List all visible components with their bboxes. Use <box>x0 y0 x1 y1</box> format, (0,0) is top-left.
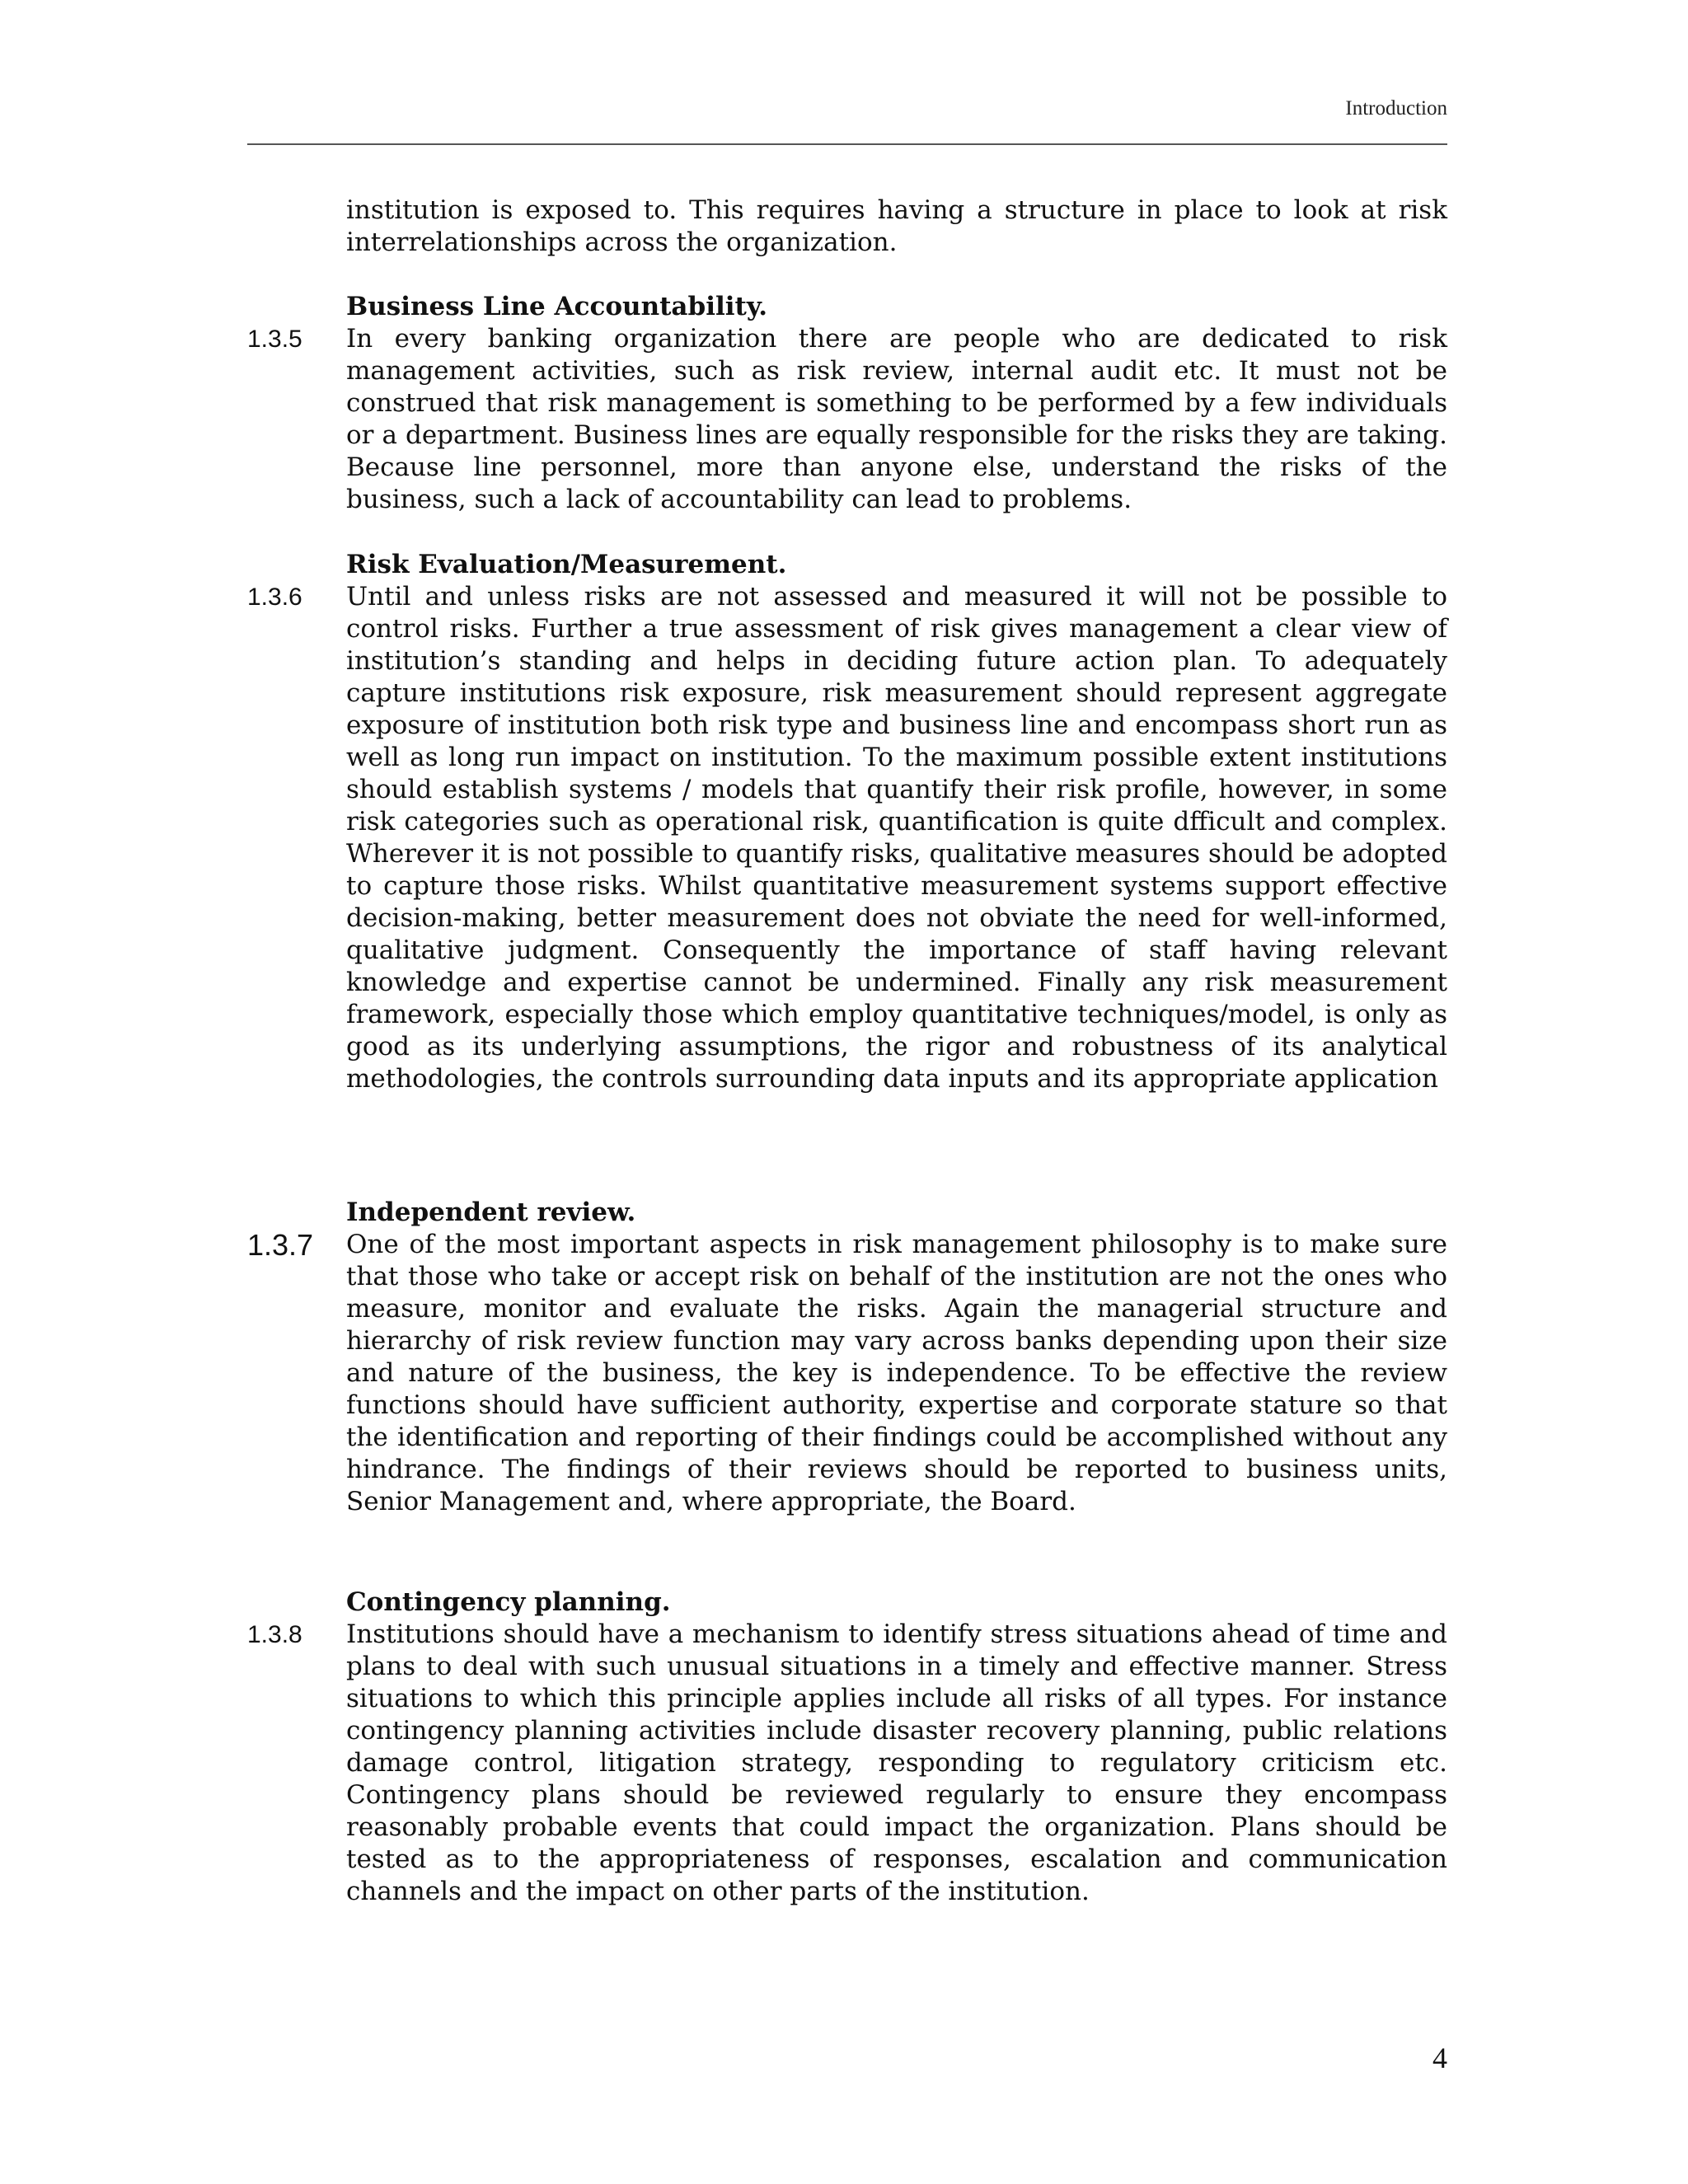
page-number: 4 <box>1432 2041 1447 2074</box>
section-number: 1.3.8 <box>247 1621 302 1648</box>
continuation-paragraph: institution is exposed to. This requires having a structure in place to look at risk interrelationships across the organization. <box>346 195 1447 257</box>
section-heading: Business Line Accountability. <box>346 292 768 321</box>
section-1-3-6 <box>247 549 1447 1095</box>
section-1-3-5 <box>247 291 1447 516</box>
section-paragraph: In every banking organization there are people who are dedicated to risk management activities, such as risk review, internal audit etc. It must not be construed that risk management is something to be performed by a few individuals or a department. Business lines are equally responsible for the risks they are taking. Because line personnel, more than anyone else, understand the risks of the business, such a lack of accountability can lead to problems. <box>346 324 1447 514</box>
section-number: 1.3.5 <box>247 326 302 353</box>
section-heading: Independent review. <box>346 1197 636 1227</box>
header-rule <box>247 143 1447 145</box>
running-header: Introduction <box>1345 97 1447 120</box>
section-paragraph: One of the most important aspects in risk management philosophy is to make sure that those who take or accept risk on behalf of the institution are not the ones who measure, monitor and evaluate the risks. Again the managerial structure and hierarchy of risk review function may vary across banks depending upon their size and nature of the business, the key is independence. To be effective the review functions should have sufficient authority, expertise and corporate stature so that the identification and reporting of their findings could be accomplished without any hindrance. The findings of their reviews should be reported to business units, Senior Management and, where appropriate, the Board. <box>346 1230 1447 1516</box>
section-heading: Risk Evaluation/Measurement. <box>346 550 787 579</box>
section-heading: Contingency planning. <box>346 1587 671 1617</box>
section-paragraph: Until and unless risks are not assessed and measured it will not be possible to control risks. Further a true assessment of risk gives management a clear view of institution’s standing and helps in deciding future action plan. To adequately capture institutions risk exposure, risk measurement should represent aggregate exposure of institution both risk type and business line and encompass short run as well as long run impact on institution. To the maximum possible extent institutions should establish systems / models that quantify their risk profile, however, in some risk categories such as operational risk, quantification is quite dfficult and complex. Wherever it is not possible to quantify risks, qualitative measures should be adopted to capture those risks. Whilst quantitative measurement systems support effective decision-making, better measurement does not obviate the need for well-informed, qualitative judgment. Consequently the importance of staff having relevant knowledge and expertise cannot be undermined. Finally any risk measurement framework, especially those which employ quantitative techniques/model, is only as good as its underlying assumptions, the rigor and robustness of its analytical methodologies, the controls surrounding data inputs and its appropriate application <box>346 582 1447 1094</box>
section-paragraph: Institutions should have a mechanism to identify stress situations ahead of time and plans to deal with such unusual situations in a timely and effective manner. Stress situations to which this principle applies include all risks of all types. For instance contingency planning activities include disaster recovery planning, public relations damage control, litigation strategy, responding to regulatory criticism etc. Contingency plans should be reviewed regularly to ensure they encompass reasonably probable events that could impact the organization. Plans should be tested as to the appropriateness of responses, escalation and communication channels and the impact on other parts of the institution. <box>346 1619 1447 1906</box>
section-1-3-7 <box>247 1197 1447 1518</box>
section-number: 1.3.6 <box>247 583 302 611</box>
section-1-3-8 <box>247 1586 1447 1908</box>
section-number: 1.3.7 <box>247 1228 314 1262</box>
